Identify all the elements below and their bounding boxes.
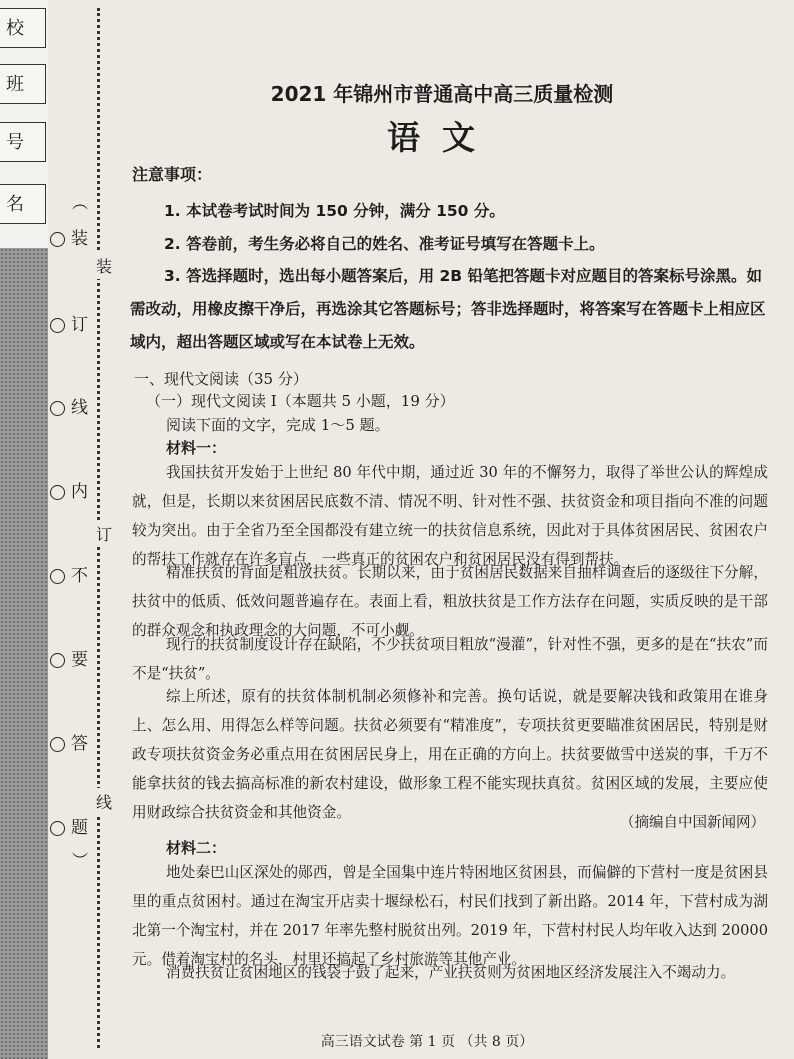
binding-word: 要 <box>50 645 88 670</box>
student-info-box <box>0 0 48 248</box>
binding-paren-close: ︶ <box>72 851 89 870</box>
binding-word: 内 <box>50 477 88 502</box>
binding-word: 订 <box>50 310 88 335</box>
section-heading: 一、现代文阅读（35 分） <box>134 370 308 388</box>
paragraph: 综上所述，原有的扶贫体制机制必须修补和完善。换句话说，就是要解决钱和政策用在谁身上、怎么用、用得怎么样等问题。扶贫必须要有“精准度”，专项扶贫更要瞄准贫困居民，特别是财政专项扶贫资金务必重点用在贫困居民身上，用在正确的方向上。扶贫要做雪中送炭的事，千万不能拿扶贫的钱去搞高标准的新农村建设，做形象工程不能实现扶真贫。贫困区域的发展，主要应使用财政综合扶贫资金和其他资金。 <box>132 688 768 821</box>
binding-hole-icon <box>50 653 65 668</box>
notice-item: 1. 本试卷考试时间为 150 分钟，满分 150 分。 <box>164 202 505 220</box>
info-field-number: 号 <box>0 122 46 162</box>
binding-hole-icon <box>50 232 65 247</box>
subject-title: 语文 <box>387 118 497 157</box>
binding-hole-icon <box>50 485 65 500</box>
binding-hole-icon <box>50 318 65 333</box>
cut-line-label: 装 <box>96 252 112 279</box>
paragraph: 地处秦巴山区深处的郧西，曾是全国集中连片特困地区贫困县，而偏僻的下营村一度是贫困县里的重点贫困村。通过在淘宝开店卖十堰绿松石，村民们找到了新出路。2014 年，下营村成为湖北第一个淘宝村，并在 2017 年率先整村脱贫出列。2019 年，下营村村民人均年收入达到 20000 元。借着淘宝村的名头，村里还搞起了乡村旅游等其他产业。 <box>132 864 768 968</box>
binding-hole-icon <box>50 569 65 584</box>
notice-item: 3. 答选择题时，选出每小题答案后，用 2B 铅笔把答题卡对应题目的答案标号涂黑。如需改动，用橡皮擦干净后，再选涂其它答题标号；答非选择题时，将答案写在答题卡上相应区域内，超出答题区域或写在本试卷上无效。 <box>130 267 766 351</box>
info-field-class: 班 <box>0 64 46 104</box>
binding-hole-icon <box>50 821 65 836</box>
shaded-binding-area <box>0 248 48 1059</box>
info-field-name: 名 <box>0 184 46 224</box>
info-field-school: 校 <box>0 8 46 48</box>
source-citation: （摘编自中国新闻网） <box>620 815 765 831</box>
material-label: 材料二： <box>166 839 227 857</box>
cut-line-label: 订 <box>96 520 112 547</box>
page-footer: 高三语文试卷 第 1 页 （共 8 页） <box>320 1034 534 1050</box>
binding-hole-icon <box>50 401 65 416</box>
binding-word: 答 <box>50 729 88 754</box>
paragraph: 现行的扶贫制度设计存在缺陷，不少扶贫项目粗放“漫灌”，针对性不强，更多的是在“扶农”而不是“扶贫”。 <box>132 636 768 682</box>
binding-word: 装 <box>50 224 88 249</box>
notice-item: 2. 答卷前，考生务必将自己的姓名、准考证号填写在答题卡上。 <box>164 235 605 253</box>
cut-line-label: 线 <box>96 788 112 815</box>
binding-word: 不 <box>50 561 88 586</box>
binding-paren-open: ︵ <box>72 193 89 212</box>
reading-instruction: 阅读下面的文字，完成 1～5 题。 <box>166 416 390 434</box>
paragraph: 消费扶贫让贫困地区的钱袋子鼓了起来，产业扶贫则为贫困地区经济发展注入不竭动力。 <box>166 964 736 981</box>
sub-section-heading: （一）现代文阅读 I（本题共 5 小题，19 分） <box>146 392 455 410</box>
paragraph: 我国扶贫开发始于上世纪 80 年代中期，通过近 30 年的不懈努力，取得了举世公认的辉煌成就，但是，长期以来贫困居民底数不清、情况不明、针对性不强、扶贫资金和项目指向不准的问题较为突出。由于全省乃至全国都没有建立统一的扶贫信息系统，因此对于具体贫困居民、贫困农户的帮扶工作就存在许多盲点，一些真正的贫困农户和贫困居民没有得到帮扶。 <box>132 464 768 568</box>
paragraph: 精准扶贫的背面是粗放扶贫。长期以来，由于贫困居民数据来自抽样调查后的逐级往下分解，扶贫中的低质、低效问题普遍存在。表面上看，粗放扶贫是工作方法存在问题，实质反映的是干部的群众观念和执政理念的大问题，不可小觑。 <box>132 564 768 639</box>
binding-hole-icon <box>50 737 65 752</box>
binding-margin <box>0 0 48 1059</box>
notice-heading: 注意事项： <box>132 165 213 184</box>
binding-word: 线 <box>50 393 88 418</box>
binding-word: 题 <box>50 813 88 838</box>
material-label: 材料一： <box>166 439 227 457</box>
exam-title: 2021 年锦州市普通高中高三质量检测 <box>270 82 614 106</box>
